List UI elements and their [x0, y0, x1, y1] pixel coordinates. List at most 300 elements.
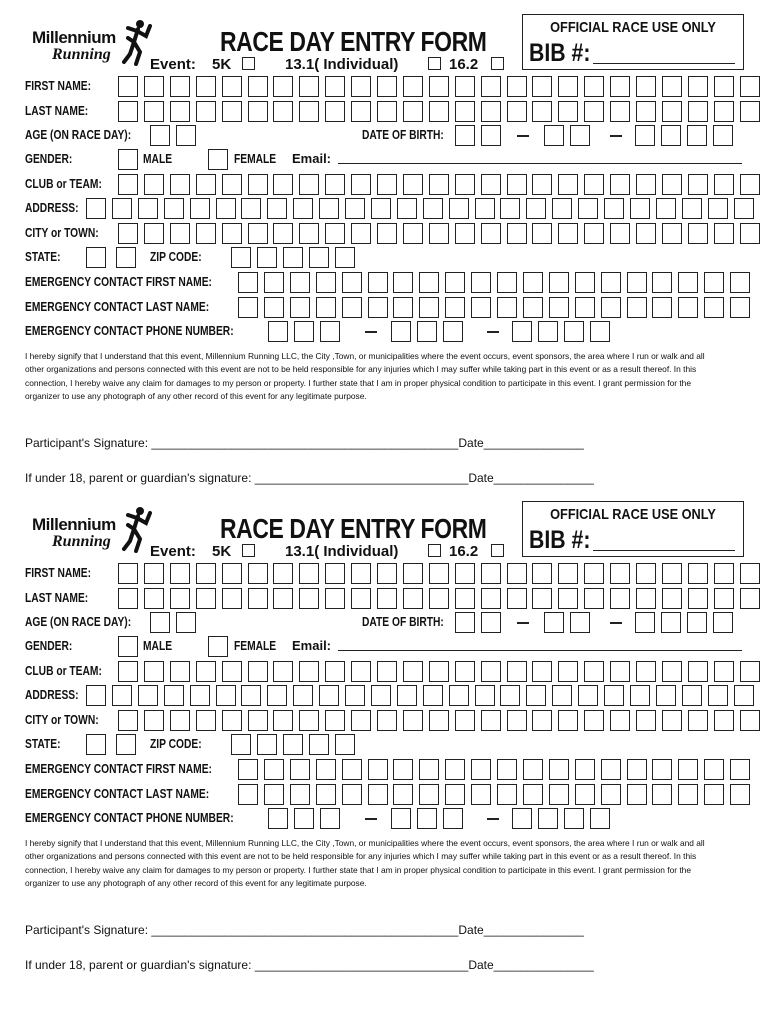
club-box[interactable] [118, 174, 138, 195]
first-name-box[interactable] [429, 563, 449, 584]
emergency-last-name-box[interactable] [601, 784, 621, 805]
emergency-last-name-box[interactable] [264, 784, 284, 805]
address-box[interactable] [319, 685, 339, 706]
club-box[interactable] [299, 174, 319, 195]
address-box[interactable] [267, 198, 287, 219]
city-box[interactable] [196, 223, 216, 244]
last-name-box[interactable] [662, 588, 682, 609]
emergency-first-name-box[interactable] [549, 759, 569, 780]
address-box[interactable] [552, 685, 572, 706]
first-name-box[interactable] [610, 76, 630, 97]
address-box[interactable] [682, 198, 702, 219]
last-name-box[interactable] [610, 101, 630, 122]
emergency-first-name-box[interactable] [445, 759, 465, 780]
emergency-last-name-box[interactable] [368, 784, 388, 805]
address-box[interactable] [656, 685, 676, 706]
zip-box[interactable] [335, 247, 355, 268]
emergency-first-name-box[interactable] [419, 759, 439, 780]
first-name-box[interactable] [170, 563, 190, 584]
emergency-last-name-box[interactable] [730, 297, 750, 318]
emergency-first-name-box[interactable] [730, 272, 750, 293]
emergency-last-name-box[interactable] [704, 784, 724, 805]
emergency-first-name-box[interactable] [627, 759, 647, 780]
emergency-last-name-box[interactable] [678, 784, 698, 805]
dob-year-box[interactable] [713, 612, 733, 633]
address-box[interactable] [578, 198, 598, 219]
dob-month-box[interactable] [455, 125, 475, 146]
city-box[interactable] [351, 223, 371, 244]
phone-line-box[interactable] [512, 808, 532, 829]
emergency-last-name-box[interactable] [238, 784, 258, 805]
emergency-first-name-box[interactable] [368, 759, 388, 780]
address-box[interactable] [345, 685, 365, 706]
last-name-box[interactable] [740, 588, 760, 609]
phone-prefix-box[interactable] [391, 808, 411, 829]
club-box[interactable] [688, 661, 708, 682]
city-box[interactable] [714, 710, 734, 731]
first-name-box[interactable] [273, 76, 293, 97]
address-box[interactable] [397, 198, 417, 219]
emergency-last-name-box[interactable] [342, 297, 362, 318]
city-box[interactable] [688, 223, 708, 244]
city-box[interactable] [558, 710, 578, 731]
emergency-first-name-box[interactable] [601, 759, 621, 780]
city-box[interactable] [610, 223, 630, 244]
event-16-checkbox[interactable] [491, 57, 504, 70]
emergency-first-name-box[interactable] [549, 272, 569, 293]
state-box[interactable] [86, 734, 106, 755]
address-box[interactable] [734, 198, 754, 219]
last-name-box[interactable] [170, 588, 190, 609]
last-name-box[interactable] [584, 588, 604, 609]
city-box[interactable] [532, 710, 552, 731]
address-box[interactable] [449, 198, 469, 219]
emergency-last-name-box[interactable] [730, 784, 750, 805]
club-box[interactable] [584, 174, 604, 195]
first-name-box[interactable] [688, 563, 708, 584]
last-name-box[interactable] [507, 101, 527, 122]
club-box[interactable] [714, 174, 734, 195]
address-box[interactable] [475, 685, 495, 706]
last-name-box[interactable] [610, 588, 630, 609]
first-name-box[interactable] [558, 563, 578, 584]
emergency-last-name-box[interactable] [523, 784, 543, 805]
dob-year-box[interactable] [661, 612, 681, 633]
club-box[interactable] [532, 661, 552, 682]
participant-signature-line[interactable]: Participant's Signature: ______________________________________________Date_______________ [25, 436, 584, 450]
club-box[interactable] [170, 174, 190, 195]
club-box[interactable] [325, 174, 345, 195]
dob-day-box[interactable] [570, 612, 590, 633]
club-box[interactable] [481, 174, 501, 195]
gender-female-box[interactable] [208, 149, 228, 170]
first-name-box[interactable] [403, 563, 423, 584]
first-name-box[interactable] [740, 76, 760, 97]
gender-male-box[interactable] [118, 149, 138, 170]
emergency-last-name-box[interactable] [601, 297, 621, 318]
phone-prefix-box[interactable] [443, 321, 463, 342]
address-box[interactable] [526, 685, 546, 706]
last-name-box[interactable] [248, 588, 268, 609]
city-box[interactable] [222, 223, 242, 244]
club-box[interactable] [222, 174, 242, 195]
address-box[interactable] [604, 685, 624, 706]
club-box[interactable] [170, 661, 190, 682]
address-box[interactable] [552, 198, 572, 219]
last-name-box[interactable] [118, 101, 138, 122]
emergency-first-name-box[interactable] [238, 759, 258, 780]
first-name-box[interactable] [481, 76, 501, 97]
emergency-first-name-box[interactable] [575, 272, 595, 293]
last-name-box[interactable] [481, 101, 501, 122]
city-box[interactable] [507, 710, 527, 731]
first-name-box[interactable] [740, 563, 760, 584]
emergency-first-name-box[interactable] [627, 272, 647, 293]
gender-male-box[interactable] [118, 636, 138, 657]
state-box[interactable] [86, 247, 106, 268]
emergency-first-name-box[interactable] [730, 759, 750, 780]
club-box[interactable] [481, 661, 501, 682]
address-box[interactable] [397, 685, 417, 706]
last-name-box[interactable] [325, 588, 345, 609]
emergency-last-name-box[interactable] [704, 297, 724, 318]
last-name-box[interactable] [636, 588, 656, 609]
zip-box[interactable] [283, 247, 303, 268]
club-box[interactable] [196, 661, 216, 682]
city-box[interactable] [170, 710, 190, 731]
emergency-first-name-box[interactable] [264, 272, 284, 293]
emergency-last-name-box[interactable] [290, 297, 310, 318]
zip-box[interactable] [231, 247, 251, 268]
address-box[interactable] [138, 198, 158, 219]
bib-number-line[interactable] [593, 550, 735, 551]
emergency-first-name-box[interactable] [704, 759, 724, 780]
phone-area-box[interactable] [320, 808, 340, 829]
bib-number-line[interactable] [593, 63, 735, 64]
address-box[interactable] [708, 685, 728, 706]
first-name-box[interactable] [299, 563, 319, 584]
address-box[interactable] [630, 685, 650, 706]
phone-line-box[interactable] [512, 321, 532, 342]
city-box[interactable] [481, 223, 501, 244]
emergency-first-name-box[interactable] [264, 759, 284, 780]
first-name-box[interactable] [118, 76, 138, 97]
dob-year-box[interactable] [635, 125, 655, 146]
club-box[interactable] [144, 661, 164, 682]
first-name-box[interactable] [584, 563, 604, 584]
last-name-box[interactable] [377, 101, 397, 122]
emergency-last-name-box[interactable] [419, 784, 439, 805]
first-name-box[interactable] [507, 76, 527, 97]
emergency-last-name-box[interactable] [316, 297, 336, 318]
club-box[interactable] [455, 174, 475, 195]
address-box[interactable] [371, 198, 391, 219]
city-box[interactable] [429, 710, 449, 731]
emergency-first-name-box[interactable] [704, 272, 724, 293]
first-name-box[interactable] [558, 76, 578, 97]
emergency-first-name-box[interactable] [419, 272, 439, 293]
last-name-box[interactable] [170, 101, 190, 122]
club-box[interactable] [118, 661, 138, 682]
club-box[interactable] [222, 661, 242, 682]
first-name-box[interactable] [377, 76, 397, 97]
club-box[interactable] [714, 661, 734, 682]
first-name-box[interactable] [325, 76, 345, 97]
club-box[interactable] [144, 174, 164, 195]
dob-year-box[interactable] [713, 125, 733, 146]
first-name-box[interactable] [248, 563, 268, 584]
first-name-box[interactable] [222, 563, 242, 584]
city-box[interactable] [636, 223, 656, 244]
club-box[interactable] [377, 661, 397, 682]
email-input-line[interactable] [338, 650, 742, 651]
first-name-box[interactable] [584, 76, 604, 97]
city-box[interactable] [248, 223, 268, 244]
emergency-last-name-box[interactable] [342, 784, 362, 805]
club-box[interactable] [455, 661, 475, 682]
address-box[interactable] [345, 198, 365, 219]
city-box[interactable] [248, 710, 268, 731]
address-box[interactable] [371, 685, 391, 706]
emergency-first-name-box[interactable] [652, 759, 672, 780]
address-box[interactable] [241, 198, 261, 219]
phone-area-box[interactable] [320, 321, 340, 342]
club-box[interactable] [610, 661, 630, 682]
emergency-last-name-box[interactable] [627, 297, 647, 318]
phone-line-box[interactable] [564, 808, 584, 829]
dob-month-box[interactable] [455, 612, 475, 633]
emergency-last-name-box[interactable] [652, 297, 672, 318]
event-5k-checkbox[interactable] [242, 544, 255, 557]
last-name-box[interactable] [740, 101, 760, 122]
last-name-box[interactable] [455, 101, 475, 122]
age-box[interactable] [150, 125, 170, 146]
first-name-box[interactable] [455, 563, 475, 584]
address-box[interactable] [138, 685, 158, 706]
club-box[interactable] [377, 174, 397, 195]
city-box[interactable] [558, 223, 578, 244]
club-box[interactable] [351, 661, 371, 682]
club-box[interactable] [273, 174, 293, 195]
emergency-first-name-box[interactable] [678, 759, 698, 780]
emergency-first-name-box[interactable] [523, 759, 543, 780]
emergency-last-name-box[interactable] [497, 784, 517, 805]
club-box[interactable] [403, 174, 423, 195]
city-box[interactable] [325, 710, 345, 731]
first-name-box[interactable] [196, 563, 216, 584]
age-box[interactable] [176, 125, 196, 146]
dob-day-box[interactable] [570, 125, 590, 146]
first-name-box[interactable] [273, 563, 293, 584]
last-name-box[interactable] [144, 101, 164, 122]
dob-month-box[interactable] [481, 612, 501, 633]
emergency-last-name-box[interactable] [471, 297, 491, 318]
address-box[interactable] [604, 198, 624, 219]
dob-year-box[interactable] [635, 612, 655, 633]
last-name-box[interactable] [714, 588, 734, 609]
emergency-last-name-box[interactable] [549, 297, 569, 318]
emergency-last-name-box[interactable] [419, 297, 439, 318]
phone-area-box[interactable] [294, 808, 314, 829]
emergency-first-name-box[interactable] [497, 272, 517, 293]
last-name-box[interactable] [403, 101, 423, 122]
address-box[interactable] [500, 685, 520, 706]
phone-prefix-box[interactable] [391, 321, 411, 342]
guardian-signature-line[interactable]: If under 18, parent or guardian's signature: ________________________________Date_______________ [25, 471, 594, 485]
phone-line-box[interactable] [538, 808, 558, 829]
city-box[interactable] [118, 223, 138, 244]
club-box[interactable] [429, 174, 449, 195]
event-5k-checkbox[interactable] [242, 57, 255, 70]
city-box[interactable] [429, 223, 449, 244]
emergency-last-name-box[interactable] [368, 297, 388, 318]
city-box[interactable] [403, 710, 423, 731]
last-name-box[interactable] [403, 588, 423, 609]
address-box[interactable] [526, 198, 546, 219]
emergency-first-name-box[interactable] [523, 272, 543, 293]
emergency-last-name-box[interactable] [523, 297, 543, 318]
emergency-first-name-box[interactable] [652, 272, 672, 293]
last-name-box[interactable] [273, 588, 293, 609]
address-box[interactable] [682, 685, 702, 706]
city-box[interactable] [740, 710, 760, 731]
address-box[interactable] [216, 198, 236, 219]
address-box[interactable] [423, 198, 443, 219]
address-box[interactable] [423, 685, 443, 706]
city-box[interactable] [222, 710, 242, 731]
first-name-box[interactable] [688, 76, 708, 97]
emergency-last-name-box[interactable] [393, 297, 413, 318]
emergency-first-name-box[interactable] [342, 759, 362, 780]
first-name-box[interactable] [610, 563, 630, 584]
emergency-last-name-box[interactable] [445, 297, 465, 318]
guardian-signature-line[interactable]: If under 18, parent or guardian's signature: ________________________________Date_______________ [25, 958, 594, 972]
emergency-last-name-box[interactable] [652, 784, 672, 805]
last-name-box[interactable] [507, 588, 527, 609]
club-box[interactable] [403, 661, 423, 682]
emergency-last-name-box[interactable] [497, 297, 517, 318]
zip-box[interactable] [283, 734, 303, 755]
last-name-box[interactable] [196, 588, 216, 609]
dob-year-box[interactable] [661, 125, 681, 146]
last-name-box[interactable] [299, 588, 319, 609]
emergency-first-name-box[interactable] [316, 759, 336, 780]
city-box[interactable] [662, 710, 682, 731]
emergency-first-name-box[interactable] [601, 272, 621, 293]
club-box[interactable] [584, 661, 604, 682]
emergency-last-name-box[interactable] [575, 297, 595, 318]
first-name-box[interactable] [118, 563, 138, 584]
age-box[interactable] [176, 612, 196, 633]
last-name-box[interactable] [248, 101, 268, 122]
club-box[interactable] [636, 661, 656, 682]
last-name-box[interactable] [377, 588, 397, 609]
first-name-box[interactable] [507, 563, 527, 584]
address-box[interactable] [293, 198, 313, 219]
address-box[interactable] [578, 685, 598, 706]
last-name-box[interactable] [636, 101, 656, 122]
emergency-last-name-box[interactable] [393, 784, 413, 805]
city-box[interactable] [299, 223, 319, 244]
address-box[interactable] [164, 198, 184, 219]
club-box[interactable] [636, 174, 656, 195]
city-box[interactable] [740, 223, 760, 244]
first-name-box[interactable] [144, 563, 164, 584]
city-box[interactable] [144, 710, 164, 731]
first-name-box[interactable] [481, 563, 501, 584]
first-name-box[interactable] [455, 76, 475, 97]
zip-box[interactable] [335, 734, 355, 755]
city-box[interactable] [584, 223, 604, 244]
last-name-box[interactable] [714, 101, 734, 122]
club-box[interactable] [351, 174, 371, 195]
city-box[interactable] [170, 223, 190, 244]
phone-line-box[interactable] [538, 321, 558, 342]
phone-prefix-box[interactable] [417, 321, 437, 342]
last-name-box[interactable] [688, 588, 708, 609]
zip-box[interactable] [309, 734, 329, 755]
emergency-first-name-box[interactable] [497, 759, 517, 780]
club-box[interactable] [662, 174, 682, 195]
first-name-box[interactable] [403, 76, 423, 97]
club-box[interactable] [196, 174, 216, 195]
city-box[interactable] [714, 223, 734, 244]
address-box[interactable] [500, 198, 520, 219]
last-name-box[interactable] [273, 101, 293, 122]
emergency-first-name-box[interactable] [445, 272, 465, 293]
emergency-first-name-box[interactable] [342, 272, 362, 293]
zip-box[interactable] [257, 247, 277, 268]
last-name-box[interactable] [118, 588, 138, 609]
event-half-checkbox[interactable] [428, 544, 441, 557]
emergency-first-name-box[interactable] [290, 759, 310, 780]
emergency-first-name-box[interactable] [575, 759, 595, 780]
emergency-last-name-box[interactable] [290, 784, 310, 805]
last-name-box[interactable] [558, 588, 578, 609]
emergency-first-name-box[interactable] [316, 272, 336, 293]
last-name-box[interactable] [532, 588, 552, 609]
phone-line-box[interactable] [590, 321, 610, 342]
first-name-box[interactable] [662, 76, 682, 97]
event-16-checkbox[interactable] [491, 544, 504, 557]
city-box[interactable] [688, 710, 708, 731]
address-box[interactable] [112, 198, 132, 219]
city-box[interactable] [377, 710, 397, 731]
city-box[interactable] [299, 710, 319, 731]
phone-line-box[interactable] [590, 808, 610, 829]
emergency-last-name-box[interactable] [471, 784, 491, 805]
first-name-box[interactable] [429, 76, 449, 97]
city-box[interactable] [325, 223, 345, 244]
last-name-box[interactable] [429, 588, 449, 609]
address-box[interactable] [190, 685, 210, 706]
city-box[interactable] [351, 710, 371, 731]
last-name-box[interactable] [144, 588, 164, 609]
emergency-last-name-box[interactable] [445, 784, 465, 805]
phone-prefix-box[interactable] [443, 808, 463, 829]
address-box[interactable] [734, 685, 754, 706]
address-box[interactable] [475, 198, 495, 219]
first-name-box[interactable] [351, 563, 371, 584]
email-input-line[interactable] [338, 163, 742, 164]
emergency-first-name-box[interactable] [393, 759, 413, 780]
club-box[interactable] [507, 174, 527, 195]
first-name-box[interactable] [662, 563, 682, 584]
city-box[interactable] [481, 710, 501, 731]
club-box[interactable] [662, 661, 682, 682]
club-box[interactable] [740, 661, 760, 682]
dob-day-box[interactable] [544, 612, 564, 633]
